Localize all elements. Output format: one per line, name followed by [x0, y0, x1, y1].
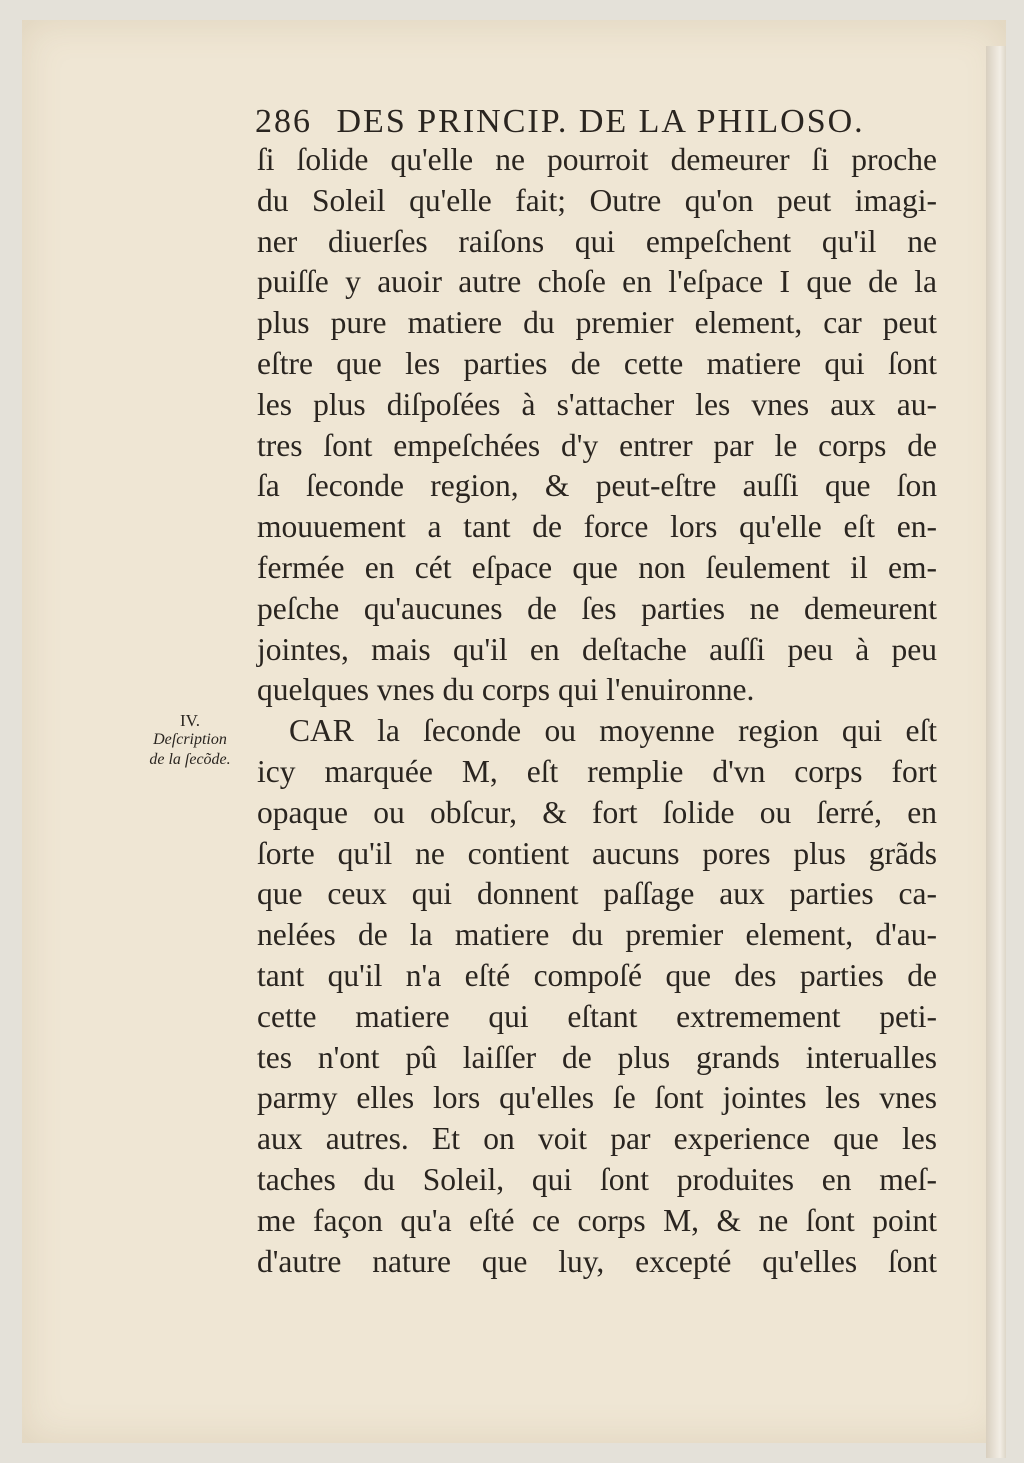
text-line: CAR la ſeconde ou moyenne region qui eſt: [289, 713, 937, 749]
body-text: [257, 140, 937, 1282]
text-line: ſa ſeconde region, & peut-eſtre auſſi que ſon: [257, 468, 937, 504]
text-line: jointes, mais qu'il en deſtache auſſi peu à peu: [257, 631, 937, 667]
text-line: aux autres. Et on voit par experience que les: [257, 1121, 937, 1157]
text-line: taches du Soleil, qui ſont produites en meſ-: [257, 1161, 937, 1197]
text-line: icy marquée M, eſt remplie d'vn corps fort: [257, 753, 937, 789]
text-line: plus pure matiere du premier element, car peut: [257, 305, 937, 341]
text-line: peſche qu'aucunes de ſes parties ne demeurent: [257, 590, 937, 626]
text-line: eſtre que les parties de cette matiere qui ſont: [257, 345, 937, 381]
text-line: que ceux qui donnent paſſage aux parties ca-: [257, 876, 937, 912]
text-line: les plus diſpoſées à s'attacher les vnes aux au-: [257, 386, 937, 422]
text-line: tres ſont empeſchées d'y entrer par le corps de: [257, 427, 937, 463]
margin-note-line: de la ſecõde.: [149, 751, 231, 768]
text-line: ſorte qu'il ne contient aucuns pores plus grãds: [257, 835, 937, 871]
text-line: parmy elles lors qu'elles ſe ſont jointes les vnes: [257, 1080, 937, 1116]
text-line: cette matiere qui eſtant extremement peti-: [257, 998, 937, 1034]
margin-note-number: IV.: [180, 711, 200, 730]
margin-note-line: Deſcription: [153, 731, 227, 748]
text-line: ner diuerſes raiſons qui empeſchent qu'il ne: [257, 223, 937, 259]
text-line: opaque ou obſcur, & fort ſolide ou ſerré, en: [257, 794, 937, 830]
text-line: d'autre nature que luy, excepté qu'elles ſont: [257, 1243, 937, 1279]
text-line: quelques vnes du corps qui l'enuironne.: [257, 672, 755, 708]
text-line: tant qu'il n'a eſté compoſé que des parties de: [257, 957, 937, 993]
text-line: puiſſe y auoir autre choſe en l'eſpace I que de la: [257, 264, 937, 300]
page-number: 286: [255, 103, 312, 140]
page-edge: [986, 46, 1006, 1458]
margin-note: [140, 712, 240, 770]
text-line: tes n'ont pû laiſſer de plus grands interualles: [257, 1039, 937, 1075]
text-line: du Soleil qu'elle fait; Outre qu'on peut imagi-: [257, 182, 937, 218]
text-line: mouuement a tant de force lors qu'elle eſt en-: [257, 509, 937, 545]
text-line: nelées de la matiere du premier element, d'au-: [257, 917, 937, 953]
text-line: ſi ſolide qu'elle ne pourroit demeurer ſi proche: [257, 142, 937, 177]
text-line: fermée en cét eſpace que non ſeulement il em-: [257, 549, 937, 585]
running-header: [255, 103, 935, 141]
text-line: me façon qu'a eſté ce corps M, & ne ſont point: [257, 1202, 937, 1238]
running-title: DES PRINCIP. DE LA PHILOSO.: [336, 103, 865, 140]
